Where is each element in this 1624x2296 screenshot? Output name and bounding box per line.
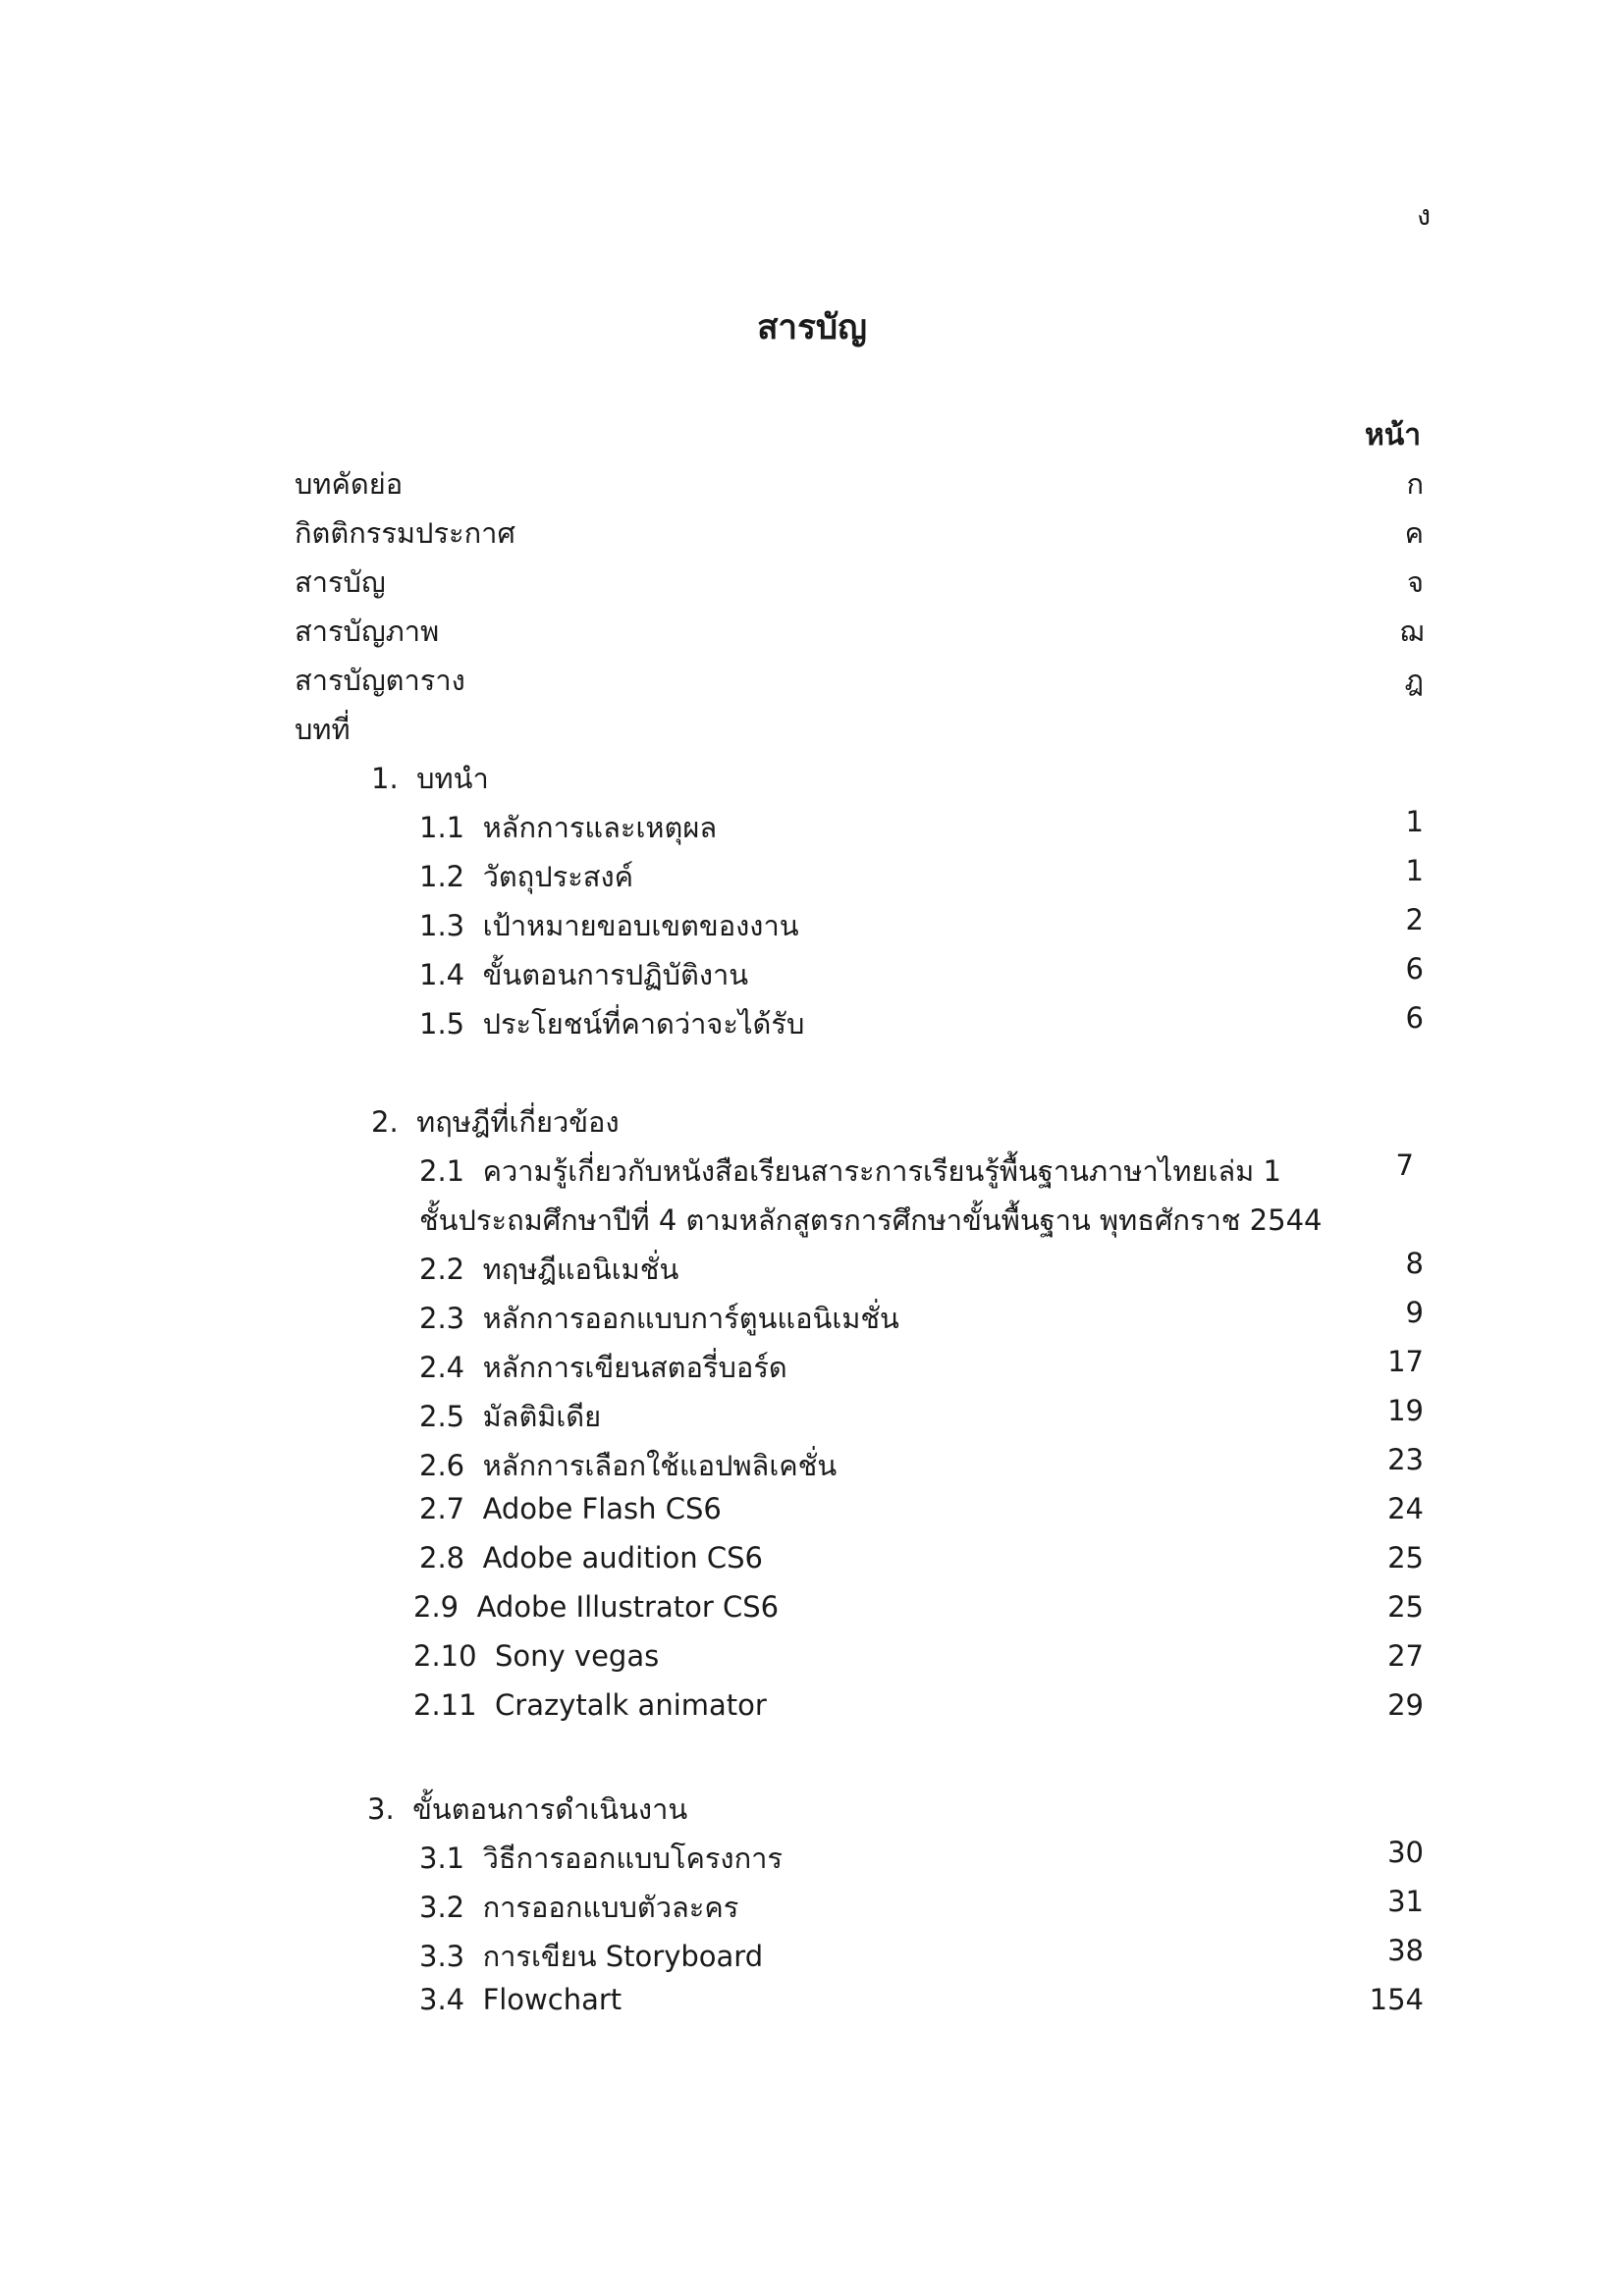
section-number: 3.2 bbox=[419, 1891, 465, 1924]
section-page: 23 bbox=[1387, 1443, 1424, 1476]
toc-section bbox=[419, 952, 748, 997]
chapter-heading bbox=[371, 1099, 620, 1145]
section-number: 2.7 bbox=[419, 1492, 465, 1525]
toc-section bbox=[419, 1836, 783, 1881]
toc-section bbox=[413, 1639, 659, 1673]
section-title: ประโยชน์ที่คาดว่าจะได้รับ bbox=[482, 1007, 805, 1041]
section-title: Flowchart bbox=[482, 1983, 623, 2016]
toc-entry-abstract: บทคัดย่อ bbox=[295, 467, 404, 501]
section-number: 2.8 bbox=[419, 1541, 465, 1575]
section-title: Adobe audition CS6 bbox=[482, 1541, 764, 1575]
section-title: มัลติมิเดีย bbox=[482, 1400, 602, 1433]
section-page: 1 bbox=[1405, 854, 1424, 887]
section-title-continuation: ชั้นประถมศึกษาปีที่ 4 ตามหลักสูตรการศึกษาขั้นพื้นฐาน พุทธศักราช 2544 bbox=[419, 1203, 1323, 1237]
section-title: วัตถุประสงค์ bbox=[482, 860, 634, 893]
section-number: 3.1 bbox=[419, 1842, 465, 1875]
toc-entry-list-of-tables: สารบัญตาราง bbox=[295, 664, 465, 697]
section-title: ความรู้เกี่ยวกับหนังสือเรียนสาระการเรียนรู้พื้นฐานภาษาไทยเล่ม 1 bbox=[482, 1154, 1281, 1188]
toc-section bbox=[419, 1443, 837, 1488]
section-page: 2 bbox=[1405, 903, 1424, 936]
toc-section bbox=[419, 1885, 738, 1930]
section-page: 1 bbox=[1405, 805, 1424, 838]
chapter-title: ขั้นตอนการดำเนินงาน bbox=[412, 1792, 688, 1826]
chapters-label: บทที่ bbox=[295, 713, 351, 746]
toc-page-list-of-tables: ฎ bbox=[1404, 664, 1424, 697]
toc-section bbox=[419, 1934, 763, 1979]
toc-section bbox=[419, 805, 717, 850]
section-page: 25 bbox=[1387, 1590, 1424, 1624]
section-page: 19 bbox=[1387, 1394, 1424, 1427]
section-page: 38 bbox=[1387, 1934, 1424, 1967]
toc-page-list-of-figures: ฌ bbox=[1399, 614, 1424, 648]
toc-section bbox=[419, 1394, 601, 1439]
section-number: 1.4 bbox=[419, 958, 465, 991]
chapter-heading bbox=[371, 756, 489, 801]
section-page: 17 bbox=[1387, 1345, 1424, 1378]
toc-section bbox=[419, 903, 799, 948]
toc-section bbox=[419, 1296, 899, 1341]
section-title: Crazytalk animator bbox=[495, 1688, 767, 1722]
section-title: วิธีการออกแบบโครงการ bbox=[482, 1842, 783, 1875]
section-title: หลักการเลือกใช้แอปพลิเคชั่น bbox=[482, 1449, 838, 1482]
section-number: 2.6 bbox=[419, 1449, 465, 1482]
page-column-header: หน้า bbox=[1365, 418, 1422, 453]
section-page: 29 bbox=[1387, 1688, 1424, 1722]
section-number: 2.10 bbox=[413, 1639, 477, 1673]
toc-section bbox=[419, 1247, 678, 1292]
section-number: 1.1 bbox=[419, 811, 465, 844]
section-page: 31 bbox=[1387, 1885, 1424, 1918]
chapter-number: 3. bbox=[367, 1792, 395, 1826]
section-page: 7 bbox=[1395, 1148, 1414, 1182]
toc-page-acknowledgement: ค bbox=[1404, 516, 1424, 550]
section-number: 2.1 bbox=[419, 1154, 465, 1188]
chapter-title: บทนำ bbox=[416, 762, 489, 795]
toc-section bbox=[413, 1590, 779, 1624]
toc-page-abstract: ก bbox=[1406, 467, 1424, 501]
section-number: 2.2 bbox=[419, 1253, 465, 1286]
chapter-heading bbox=[367, 1787, 687, 1832]
section-number: 3.4 bbox=[419, 1983, 465, 2016]
section-number: 2.4 bbox=[419, 1351, 465, 1384]
toc-section bbox=[419, 1148, 1281, 1194]
section-page: 6 bbox=[1405, 952, 1424, 986]
toc-section bbox=[413, 1688, 767, 1722]
section-page: 8 bbox=[1405, 1247, 1424, 1280]
section-title: หลักการเขียนสตอรี่บอร์ด bbox=[482, 1351, 787, 1384]
section-title: ขั้นตอนการปฏิบัติงาน bbox=[482, 958, 749, 991]
section-number: 2.9 bbox=[413, 1590, 460, 1624]
toc-page-contents: จ bbox=[1407, 565, 1424, 599]
section-title: การเขียน Storyboard bbox=[482, 1940, 764, 1973]
section-number: 3.3 bbox=[419, 1940, 465, 1973]
section-page: 25 bbox=[1387, 1541, 1424, 1575]
toc-section bbox=[419, 1345, 787, 1390]
page-title: สารบัญ bbox=[757, 308, 867, 347]
toc-section bbox=[419, 1492, 722, 1525]
section-number: 2.5 bbox=[419, 1400, 465, 1433]
toc-section bbox=[419, 1001, 804, 1046]
chapter-number: 1. bbox=[371, 762, 399, 795]
section-page: 9 bbox=[1405, 1296, 1424, 1329]
section-title: หลักการและเหตุผล bbox=[482, 811, 718, 844]
page-number: ง bbox=[1417, 198, 1432, 232]
section-page: 27 bbox=[1387, 1639, 1424, 1673]
toc-section bbox=[419, 1541, 763, 1575]
section-number: 2.11 bbox=[413, 1688, 477, 1722]
section-page: 6 bbox=[1405, 1001, 1424, 1035]
section-title: เป้าหมายขอบเขตของงาน bbox=[482, 909, 799, 942]
section-title: การออกแบบตัวละคร bbox=[482, 1891, 739, 1924]
section-title: Adobe Flash CS6 bbox=[482, 1492, 722, 1525]
toc-entry-contents: สารบัญ bbox=[295, 565, 386, 599]
section-number: 1.5 bbox=[419, 1007, 465, 1041]
section-title: ทฤษฎีแอนิเมชั่น bbox=[482, 1253, 679, 1286]
toc-section bbox=[419, 854, 633, 899]
section-page: 154 bbox=[1369, 1983, 1424, 2016]
section-number: 2.3 bbox=[419, 1302, 465, 1335]
toc-section bbox=[419, 1983, 622, 2016]
chapter-number: 2. bbox=[371, 1105, 399, 1139]
chapter-title: ทฤษฎีที่เกี่ยวข้อง bbox=[416, 1105, 620, 1139]
section-title: Sony vegas bbox=[495, 1639, 660, 1673]
toc-entry-list-of-figures: สารบัญภาพ bbox=[295, 614, 440, 648]
section-number: 1.3 bbox=[419, 909, 465, 942]
toc-entry-acknowledgement: กิตติกรรมประกาศ bbox=[295, 516, 515, 550]
section-title: หลักการออกแบบการ์ตูนแอนิเมชั่น bbox=[482, 1302, 899, 1335]
section-title: Adobe Illustrator CS6 bbox=[476, 1590, 780, 1624]
section-page: 24 bbox=[1387, 1492, 1424, 1525]
section-number: 1.2 bbox=[419, 860, 465, 893]
section-page: 30 bbox=[1387, 1836, 1424, 1869]
